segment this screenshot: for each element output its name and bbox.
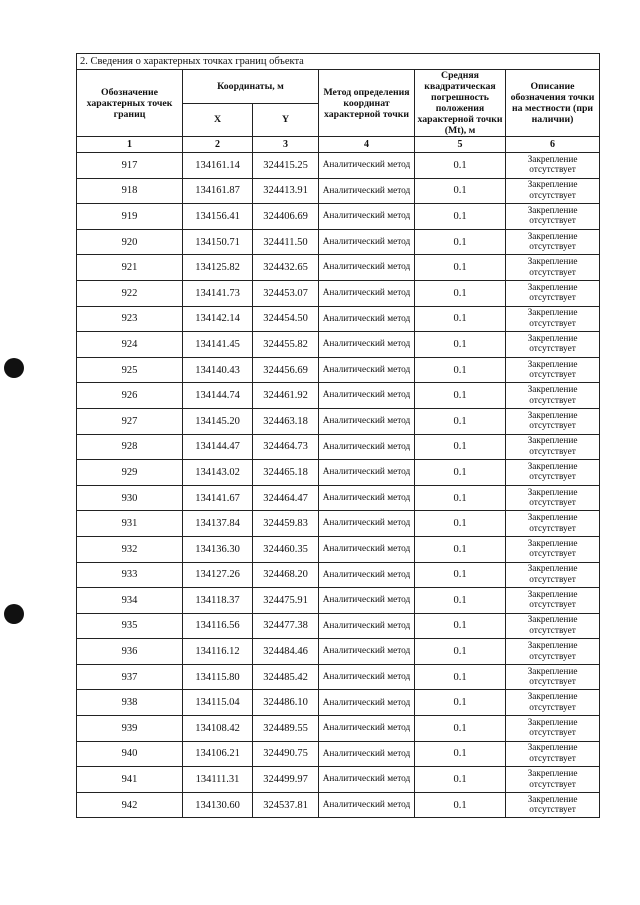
table-row <box>77 306 600 332</box>
x-cell: 134150.71 <box>183 229 253 255</box>
error-cell: 0.1 <box>415 153 506 179</box>
description-cell: Закрепление отсутствует <box>506 562 600 588</box>
point-cell: 934 <box>77 588 183 614</box>
error-cell: 0.1 <box>415 562 506 588</box>
table-row <box>77 383 600 409</box>
x-cell: 134125.82 <box>183 255 253 281</box>
method-cell: Аналитический метод <box>319 306 415 332</box>
method-cell: Аналитический метод <box>319 332 415 358</box>
y-cell: 324464.47 <box>253 485 319 511</box>
point-cell: 924 <box>77 332 183 358</box>
table-row <box>77 792 600 818</box>
point-cell: 917 <box>77 153 183 179</box>
point-cell: 921 <box>77 255 183 281</box>
error-cell: 0.1 <box>415 536 506 562</box>
header-x: X <box>183 103 253 137</box>
point-cell: 923 <box>77 306 183 332</box>
method-cell: Аналитический метод <box>319 229 415 255</box>
point-cell: 920 <box>77 229 183 255</box>
header-point-name: Обозначение характерных точек границ <box>77 70 183 137</box>
column-number: 2 <box>183 137 253 153</box>
point-cell: 926 <box>77 383 183 409</box>
method-cell: Аналитический метод <box>319 562 415 588</box>
y-cell: 324413.91 <box>253 178 319 204</box>
description-cell: Закрепление отсутствует <box>506 741 600 767</box>
header-y: Y <box>253 103 319 137</box>
x-cell: 134115.04 <box>183 690 253 716</box>
point-cell: 937 <box>77 664 183 690</box>
header-coordinates: Координаты, м <box>183 70 319 104</box>
table-row <box>77 178 600 204</box>
method-cell: Аналитический метод <box>319 664 415 690</box>
x-cell: 134116.12 <box>183 639 253 665</box>
point-cell: 927 <box>77 408 183 434</box>
error-cell: 0.1 <box>415 178 506 204</box>
description-cell: Закрепление отсутствует <box>506 255 600 281</box>
method-cell: Аналитический метод <box>319 792 415 818</box>
x-cell: 134142.14 <box>183 306 253 332</box>
y-cell: 324459.83 <box>253 511 319 537</box>
y-cell: 324485.42 <box>253 664 319 690</box>
error-cell: 0.1 <box>415 306 506 332</box>
x-cell: 134145.20 <box>183 408 253 434</box>
method-cell: Аналитический метод <box>319 588 415 614</box>
error-cell: 0.1 <box>415 792 506 818</box>
x-cell: 134143.02 <box>183 460 253 486</box>
table-row <box>77 255 600 281</box>
table-row <box>77 664 600 690</box>
column-number: 5 <box>415 137 506 153</box>
method-cell: Аналитический метод <box>319 511 415 537</box>
description-cell: Закрепление отсутствует <box>506 204 600 230</box>
description-cell: Закрепление отсутствует <box>506 280 600 306</box>
y-cell: 324463.18 <box>253 408 319 434</box>
table-row <box>77 588 600 614</box>
description-cell: Закрепление отсутствует <box>506 153 600 179</box>
table-row <box>77 204 600 230</box>
table-row <box>77 690 600 716</box>
point-cell: 940 <box>77 741 183 767</box>
point-cell: 936 <box>77 639 183 665</box>
header-error: Средняя квадратическая погрешность положения характерной точки (Mt), м <box>415 70 506 137</box>
description-cell: Закрепление отсутствует <box>506 485 600 511</box>
error-cell: 0.1 <box>415 204 506 230</box>
y-cell: 324453.07 <box>253 280 319 306</box>
column-number: 3 <box>253 137 319 153</box>
column-number: 1 <box>77 137 183 153</box>
error-cell: 0.1 <box>415 485 506 511</box>
table-row <box>77 767 600 793</box>
x-cell: 134161.14 <box>183 153 253 179</box>
error-cell: 0.1 <box>415 588 506 614</box>
x-cell: 134108.42 <box>183 716 253 742</box>
point-cell: 942 <box>77 792 183 818</box>
point-cell: 933 <box>77 562 183 588</box>
method-cell: Аналитический метод <box>319 357 415 383</box>
error-cell: 0.1 <box>415 664 506 690</box>
x-cell: 134127.26 <box>183 562 253 588</box>
method-cell: Аналитический метод <box>319 204 415 230</box>
y-cell: 324464.73 <box>253 434 319 460</box>
y-cell: 324486.10 <box>253 690 319 716</box>
table-row <box>77 280 600 306</box>
table-row <box>77 434 600 460</box>
table-row <box>77 639 600 665</box>
x-cell: 134141.73 <box>183 280 253 306</box>
description-cell: Закрепление отсутствует <box>506 460 600 486</box>
description-cell: Закрепление отсутствует <box>506 716 600 742</box>
description-cell: Закрепление отсутствует <box>506 357 600 383</box>
x-cell: 134115.80 <box>183 664 253 690</box>
y-cell: 324455.82 <box>253 332 319 358</box>
method-cell: Аналитический метод <box>319 716 415 742</box>
description-cell: Закрепление отсутствует <box>506 434 600 460</box>
description-cell: Закрепление отсутствует <box>506 408 600 434</box>
x-cell: 134161.87 <box>183 178 253 204</box>
table-row <box>77 229 600 255</box>
point-cell: 922 <box>77 280 183 306</box>
error-cell: 0.1 <box>415 229 506 255</box>
point-cell: 930 <box>77 485 183 511</box>
x-cell: 134141.67 <box>183 485 253 511</box>
table-row <box>77 741 600 767</box>
error-cell: 0.1 <box>415 332 506 358</box>
method-cell: Аналитический метод <box>319 485 415 511</box>
description-cell: Закрепление отсутствует <box>506 306 600 332</box>
method-cell: Аналитический метод <box>319 153 415 179</box>
error-cell: 0.1 <box>415 511 506 537</box>
description-cell: Закрепление отсутствует <box>506 613 600 639</box>
table-row <box>77 485 600 511</box>
description-cell: Закрепление отсутствует <box>506 767 600 793</box>
x-cell: 134116.56 <box>183 613 253 639</box>
header-method: Метод определения координат характерной точки <box>319 70 415 137</box>
x-cell: 134136.30 <box>183 536 253 562</box>
x-cell: 134140.43 <box>183 357 253 383</box>
y-cell: 324406.69 <box>253 204 319 230</box>
description-cell: Закрепление отсутствует <box>506 178 600 204</box>
description-cell: Закрепление отсутствует <box>506 664 600 690</box>
table-row <box>77 511 600 537</box>
table-row <box>77 460 600 486</box>
description-cell: Закрепление отсутствует <box>506 588 600 614</box>
description-cell: Закрепление отсутствует <box>506 229 600 255</box>
header-description: Описание обозначения точки на местности (при наличии) <box>506 70 600 137</box>
y-cell: 324432.65 <box>253 255 319 281</box>
error-cell: 0.1 <box>415 767 506 793</box>
y-cell: 324499.97 <box>253 767 319 793</box>
point-cell: 935 <box>77 613 183 639</box>
point-cell: 925 <box>77 357 183 383</box>
boundary-points-table <box>76 53 600 818</box>
y-cell: 324456.69 <box>253 357 319 383</box>
point-cell: 929 <box>77 460 183 486</box>
table-body <box>77 153 600 818</box>
table-row <box>77 716 600 742</box>
error-cell: 0.1 <box>415 690 506 716</box>
method-cell: Аналитический метод <box>319 536 415 562</box>
y-cell: 324454.50 <box>253 306 319 332</box>
method-cell: Аналитический метод <box>319 460 415 486</box>
column-number: 6 <box>506 137 600 153</box>
method-cell: Аналитический метод <box>319 434 415 460</box>
x-cell: 134144.47 <box>183 434 253 460</box>
description-cell: Закрепление отсутствует <box>506 639 600 665</box>
y-cell: 324468.20 <box>253 562 319 588</box>
x-cell: 134111.31 <box>183 767 253 793</box>
y-cell: 324460.35 <box>253 536 319 562</box>
table-row <box>77 408 600 434</box>
point-cell: 928 <box>77 434 183 460</box>
x-cell: 134137.84 <box>183 511 253 537</box>
y-cell: 324490.75 <box>253 741 319 767</box>
method-cell: Аналитический метод <box>319 280 415 306</box>
error-cell: 0.1 <box>415 255 506 281</box>
y-cell: 324537.81 <box>253 792 319 818</box>
error-cell: 0.1 <box>415 639 506 665</box>
error-cell: 0.1 <box>415 383 506 409</box>
column-number: 4 <box>319 137 415 153</box>
section-title: 2. Сведения о характерных точках границ объекта <box>77 54 600 70</box>
description-cell: Закрепление отсутствует <box>506 536 600 562</box>
method-cell: Аналитический метод <box>319 178 415 204</box>
description-cell: Закрепление отсутствует <box>506 690 600 716</box>
y-cell: 324484.46 <box>253 639 319 665</box>
y-cell: 324465.18 <box>253 460 319 486</box>
x-cell: 134106.21 <box>183 741 253 767</box>
method-cell: Аналитический метод <box>319 613 415 639</box>
error-cell: 0.1 <box>415 716 506 742</box>
binder-hole-top <box>4 358 24 378</box>
error-cell: 0.1 <box>415 408 506 434</box>
y-cell: 324475.91 <box>253 588 319 614</box>
binder-hole-bottom <box>4 604 24 624</box>
table-row <box>77 332 600 358</box>
method-cell: Аналитический метод <box>319 690 415 716</box>
x-cell: 134130.60 <box>183 792 253 818</box>
point-cell: 919 <box>77 204 183 230</box>
y-cell: 324477.38 <box>253 613 319 639</box>
point-cell: 941 <box>77 767 183 793</box>
error-cell: 0.1 <box>415 434 506 460</box>
y-cell: 324411.50 <box>253 229 319 255</box>
method-cell: Аналитический метод <box>319 408 415 434</box>
table-row <box>77 562 600 588</box>
table-row <box>77 536 600 562</box>
error-cell: 0.1 <box>415 460 506 486</box>
method-cell: Аналитический метод <box>319 383 415 409</box>
table-row <box>77 613 600 639</box>
error-cell: 0.1 <box>415 357 506 383</box>
y-cell: 324489.55 <box>253 716 319 742</box>
x-cell: 134141.45 <box>183 332 253 358</box>
x-cell: 134144.74 <box>183 383 253 409</box>
error-cell: 0.1 <box>415 741 506 767</box>
table-row <box>77 153 600 179</box>
error-cell: 0.1 <box>415 613 506 639</box>
point-cell: 918 <box>77 178 183 204</box>
description-cell: Закрепление отсутствует <box>506 511 600 537</box>
table-row <box>77 357 600 383</box>
y-cell: 324461.92 <box>253 383 319 409</box>
method-cell: Аналитический метод <box>319 741 415 767</box>
point-cell: 931 <box>77 511 183 537</box>
x-cell: 134118.37 <box>183 588 253 614</box>
point-cell: 938 <box>77 690 183 716</box>
method-cell: Аналитический метод <box>319 767 415 793</box>
x-cell: 134156.41 <box>183 204 253 230</box>
error-cell: 0.1 <box>415 280 506 306</box>
method-cell: Аналитический метод <box>319 255 415 281</box>
point-cell: 932 <box>77 536 183 562</box>
description-cell: Закрепление отсутствует <box>506 332 600 358</box>
description-cell: Закрепление отсутствует <box>506 383 600 409</box>
method-cell: Аналитический метод <box>319 639 415 665</box>
description-cell: Закрепление отсутствует <box>506 792 600 818</box>
y-cell: 324415.25 <box>253 153 319 179</box>
point-cell: 939 <box>77 716 183 742</box>
